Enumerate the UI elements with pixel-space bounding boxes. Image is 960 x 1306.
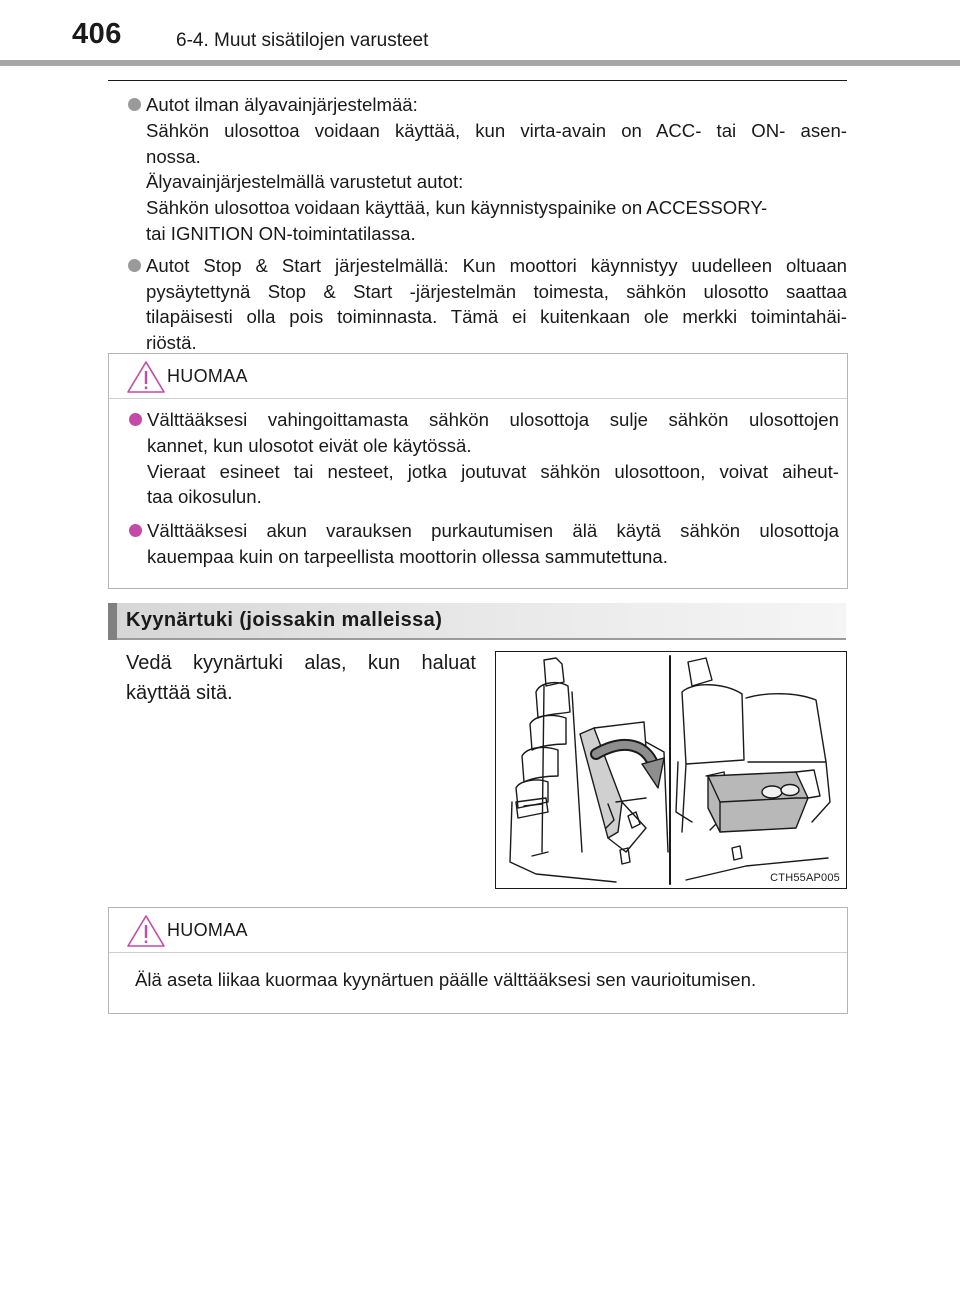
main-bullet-list bbox=[128, 92, 847, 362]
list-item bbox=[128, 92, 847, 247]
notice-body bbox=[109, 399, 847, 588]
armrest-drawing bbox=[496, 652, 846, 888]
figure-code: CTH55AP005 bbox=[770, 872, 840, 884]
text-line: käyttää sitä. bbox=[126, 682, 233, 704]
text-line: kannet, kun ulosotot eivät ole käytössä. bbox=[147, 434, 472, 456]
text-line: nossa. bbox=[146, 145, 201, 167]
list-item bbox=[129, 407, 839, 510]
page-number: 406 bbox=[72, 18, 122, 50]
text-line: pysäytettynä Stop & Start -järjestelmän toimesta, sähkön ulosotto saattaa bbox=[146, 280, 847, 302]
text-line: taa oikosulun. bbox=[147, 486, 262, 508]
text-line: Autot Stop & Start järjestelmällä: Kun moottori käynnistyy uudelleen oltuaan bbox=[146, 254, 847, 276]
bullet-icon bbox=[129, 413, 142, 426]
header-rule bbox=[0, 60, 960, 66]
top-rule bbox=[108, 80, 847, 81]
section-heading-text: Kyynärtuki (joissakin malleissa) bbox=[126, 609, 443, 631]
text-line: Vedä kyynärtuki alas, kun haluat bbox=[126, 652, 476, 674]
text-line: Välttääksesi akun varauksen purkautumisen älä käytä sähkön ulosottoja bbox=[147, 520, 839, 542]
text-line: kauempaa kuin on tarpeellista moottorin ollessa sammutettuna. bbox=[147, 545, 668, 567]
notice-title: HUOMAA bbox=[167, 920, 248, 940]
notice-header bbox=[109, 908, 847, 953]
text-line: Älyavainjärjestelmällä varustetut autot: bbox=[146, 171, 464, 193]
text-line: tilapäisesti olla pois toiminnasta. Tämä ei kuitenkaan ole merkki toimintahäi- bbox=[146, 306, 847, 328]
notice-box bbox=[108, 353, 848, 589]
text-line: Sähkön ulosottoa voidaan käyttää, kun käynnistyspainike on ACCESSORY- bbox=[146, 197, 768, 219]
heading-accent bbox=[108, 603, 117, 640]
warning-triangle-icon bbox=[126, 360, 166, 394]
text-line: riöstä. bbox=[146, 332, 197, 354]
section-heading bbox=[108, 603, 846, 640]
armrest-instruction bbox=[126, 648, 476, 708]
bullet-icon bbox=[128, 98, 141, 111]
text-line: Autot ilman älyavainjärjestelmää: bbox=[146, 94, 418, 115]
armrest-illustration bbox=[495, 651, 847, 889]
section-title: 6-4. Muut sisätilojen varusteet bbox=[176, 30, 429, 51]
list-item bbox=[129, 518, 839, 570]
list-item bbox=[128, 253, 847, 356]
bullet-icon bbox=[129, 524, 142, 537]
text-line: Välttääksesi vahingoittamasta sähkön ulosottoja sulje sähkön ulosottojen bbox=[147, 409, 839, 430]
notice-header bbox=[109, 354, 847, 399]
text-line: Sähkön ulosottoa voidaan käyttää, kun virta-avain on ACC- tai ON- asen- bbox=[146, 119, 847, 141]
notice-box bbox=[108, 907, 848, 1014]
warning-triangle-icon bbox=[126, 914, 166, 948]
bullet-icon bbox=[128, 259, 141, 272]
notice-body bbox=[109, 953, 847, 1007]
text-line: Älä aseta liikaa kuormaa kyynärtuen päälle välttääksesi sen vaurioitumisen. bbox=[135, 969, 757, 990]
text-line: Vieraat esineet tai nesteet, jotka joutuvat sähkön ulosottoon, voivat aiheut- bbox=[147, 460, 839, 482]
notice-title: HUOMAA bbox=[167, 366, 248, 386]
text-line: tai IGNITION ON-toimintatilassa. bbox=[146, 222, 416, 244]
